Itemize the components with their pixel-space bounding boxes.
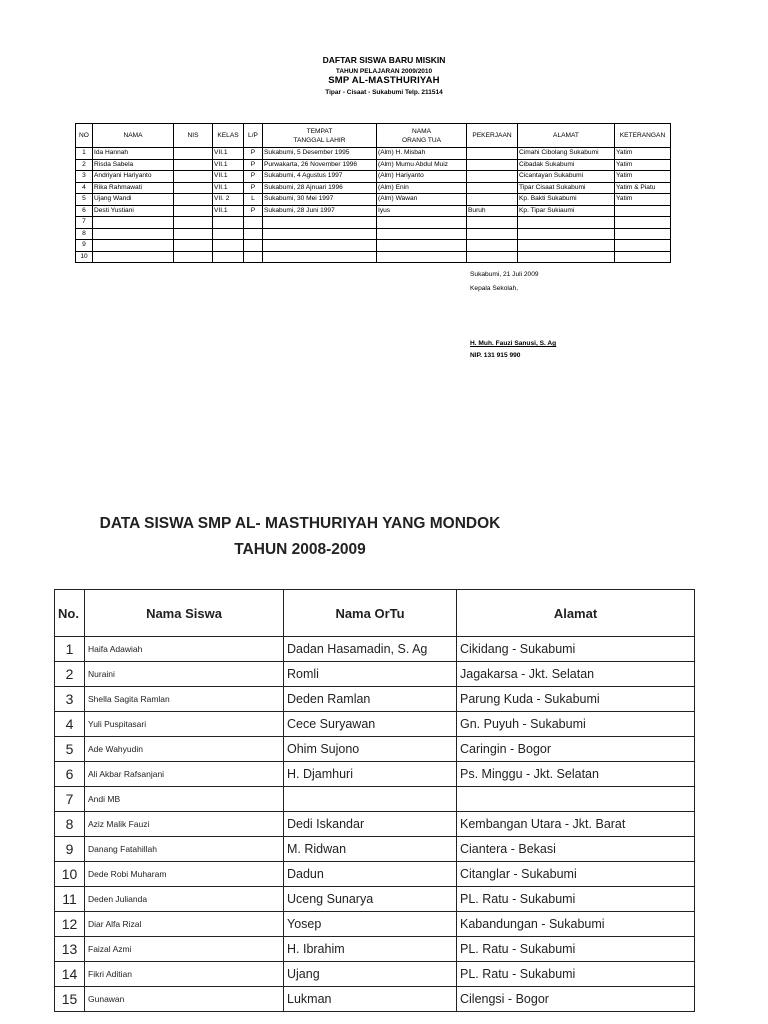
table-row — [55, 687, 695, 712]
cell-ortu: H. Ibrahim — [284, 937, 457, 962]
cell-nis — [174, 205, 213, 217]
cell-alamat: Cikidang - Sukabumi — [457, 637, 695, 662]
cell-no: 5 — [76, 194, 93, 206]
cell-nama: Gunawan — [85, 987, 284, 1012]
cell-nama: Deden Julianda — [85, 887, 284, 912]
cell-ket: Yatim — [615, 159, 671, 171]
cell-no: 14 — [55, 962, 85, 987]
cell-alamat — [518, 217, 615, 229]
cell-kelas — [213, 228, 244, 240]
cell-kelas: VII.1 — [213, 182, 244, 194]
cell-ttl — [263, 217, 377, 229]
cell-alamat: PL. Ratu - Sukabumi — [457, 937, 695, 962]
cell-pekerjaan: Buruh — [467, 205, 518, 217]
cell-nama: Ida Hannah — [93, 148, 174, 160]
table-row — [76, 240, 671, 252]
cell-nama: Dede Robi Muharam — [85, 862, 284, 887]
cell-nama: Ali Akbar Rafsanjani — [85, 762, 284, 787]
table-row — [55, 712, 695, 737]
cell-ttl: Sukabumi, 5 Desember 1995 — [263, 148, 377, 160]
cell-pekerjaan — [467, 182, 518, 194]
table-row — [55, 937, 695, 962]
school-address: Tipar - Cisaat - Sukabumi Telp. 211514 — [325, 89, 443, 96]
table-row — [55, 987, 695, 1012]
cell-nama: Yuli Puspitasari — [85, 712, 284, 737]
cell-ttl — [263, 251, 377, 263]
cell-alamat: Cicantayan Sukabumi — [518, 171, 615, 183]
cell-no: 1 — [76, 148, 93, 160]
cell-kelas: VII.1 — [213, 159, 244, 171]
header-no: NO — [76, 124, 93, 148]
cell-ortu: Yosep — [284, 912, 457, 937]
cell-kelas: VII.1 — [213, 205, 244, 217]
cell-alamat — [518, 251, 615, 263]
cell-alamat: PL. Ratu - Sukabumi — [457, 962, 695, 987]
cell-no: 8 — [55, 812, 85, 837]
cell-lp — [244, 240, 263, 252]
cell-lp: L — [244, 194, 263, 206]
header-alamat: Alamat — [457, 590, 695, 637]
cell-ket — [615, 228, 671, 240]
cell-nama: Andi MB — [85, 787, 284, 812]
cell-ttl: Sukabumi, 28 Juni 1997 — [263, 205, 377, 217]
cell-kelas: VII. 2 — [213, 194, 244, 206]
table-row — [76, 171, 671, 183]
cell-ket — [615, 205, 671, 217]
cell-nama — [93, 251, 174, 263]
cell-ortu: Romli — [284, 662, 457, 687]
cell-nama: Ade Wahyudin — [85, 737, 284, 762]
cell-pekerjaan — [467, 159, 518, 171]
table-row — [76, 217, 671, 229]
cell-no: 10 — [55, 862, 85, 887]
cell-alamat: Kembangan Utara - Jkt. Barat — [457, 812, 695, 837]
cell-kelas: VII.1 — [213, 148, 244, 160]
cell-alamat: Tipar Cisaat Sukabumi — [518, 182, 615, 194]
cell-alamat: Jagakarsa - Jkt. Selatan — [457, 662, 695, 687]
cell-alamat: Gn. Puyuh - Sukabumi — [457, 712, 695, 737]
cell-ortu: (Alm) Enin — [377, 182, 467, 194]
cell-ortu: Dadun — [284, 862, 457, 887]
cell-no: 3 — [76, 171, 93, 183]
cell-no: 6 — [55, 762, 85, 787]
header-pekerjaan: PEKERJAAN — [467, 124, 518, 148]
cell-nis — [174, 228, 213, 240]
boarding-students-table — [54, 589, 695, 1012]
cell-nis — [174, 148, 213, 160]
cell-alamat: Kp. Bakti Sukabumi — [518, 194, 615, 206]
cell-nama: Shella Sagita Ramlan — [85, 687, 284, 712]
cell-kelas — [213, 217, 244, 229]
document-title: DAFTAR SISWA BARU MISKIN — [322, 55, 446, 65]
cell-nama: Aziz Malik Fauzi — [85, 812, 284, 837]
table-header-row — [76, 124, 671, 148]
cell-no: 11 — [55, 887, 85, 912]
table-row — [55, 662, 695, 687]
table-row — [76, 251, 671, 263]
table-row — [76, 159, 671, 171]
header-kelas: KELAS — [213, 124, 244, 148]
cell-lp: P — [244, 148, 263, 160]
cell-nis — [174, 171, 213, 183]
table-row — [55, 812, 695, 837]
cell-alamat: Kp. Tipar Sukiaumi — [518, 205, 615, 217]
cell-alamat: PL. Ratu - Sukabumi — [457, 887, 695, 912]
cell-no: 13 — [55, 937, 85, 962]
cell-nama: Faizal Azmi — [85, 937, 284, 962]
table-row — [55, 637, 695, 662]
cell-ortu: Iyus — [377, 205, 467, 217]
table-row — [55, 837, 695, 862]
table-row — [55, 737, 695, 762]
cell-ortu: Ohim Sujono — [284, 737, 457, 762]
academic-year: TAHUN PELAJARAN 2009/2010 — [335, 68, 433, 75]
cell-lp: P — [244, 159, 263, 171]
cell-nis — [174, 251, 213, 263]
cell-pekerjaan — [467, 217, 518, 229]
signature-name: H. Muh. Fauzi Sanusi, S. Ag — [470, 340, 557, 347]
table-row — [76, 205, 671, 217]
table-row — [76, 148, 671, 160]
cell-no: 2 — [76, 159, 93, 171]
cell-nama: Rika Rahmawati — [93, 182, 174, 194]
cell-no: 15 — [55, 987, 85, 1012]
header-nama-ortu: Nama OrTu — [284, 590, 457, 637]
cell-alamat: Caringin - Bogor — [457, 737, 695, 762]
cell-nama — [93, 217, 174, 229]
cell-alamat: Ciantera - Bekasi — [457, 837, 695, 862]
cell-ortu: Lukman — [284, 987, 457, 1012]
header-ortu-line1: NAMA — [411, 127, 432, 135]
signature-place-date: Sukabumi, 21 Juli 2009 — [470, 271, 539, 278]
header-ortu-line2: ORANG TUA — [401, 136, 442, 144]
cell-ortu: (Alm) H. Misbah — [377, 148, 467, 160]
table-row — [76, 182, 671, 194]
cell-nis — [174, 182, 213, 194]
cell-pekerjaan — [467, 194, 518, 206]
header-keterangan: KETERANGAN — [615, 124, 671, 148]
cell-nama — [93, 240, 174, 252]
cell-ortu — [377, 228, 467, 240]
header-ttl-line1: TEMPAT — [306, 127, 333, 135]
cell-nis — [174, 217, 213, 229]
cell-ortu: M. Ridwan — [284, 837, 457, 862]
table-row — [55, 787, 695, 812]
cell-no: 5 — [55, 737, 85, 762]
signature-position: Kepala Sekolah, — [470, 285, 519, 292]
cell-ortu: (Alm) Mumu Abdul Muiz — [377, 159, 467, 171]
cell-no: 4 — [76, 182, 93, 194]
cell-ttl: Purwakarta, 26 November 1996 — [263, 159, 377, 171]
cell-pekerjaan — [467, 148, 518, 160]
cell-alamat: Kabandungan - Sukabumi — [457, 912, 695, 937]
cell-ket — [615, 217, 671, 229]
cell-ttl: Sukabumi, 30 Mei 1997 — [263, 194, 377, 206]
header-nama-siswa: Nama Siswa — [85, 590, 284, 637]
cell-nis — [174, 240, 213, 252]
cell-ortu: Dedi Iskandar — [284, 812, 457, 837]
cell-pekerjaan — [467, 228, 518, 240]
table-row — [76, 194, 671, 206]
cell-no: 8 — [76, 228, 93, 240]
cell-no: 12 — [55, 912, 85, 937]
table-row — [55, 912, 695, 937]
cell-nis — [174, 194, 213, 206]
cell-kelas — [213, 251, 244, 263]
cell-pekerjaan — [467, 240, 518, 252]
cell-lp: P — [244, 182, 263, 194]
cell-alamat — [518, 228, 615, 240]
cell-nama: Diar Alfa Rizal — [85, 912, 284, 937]
cell-no: 7 — [55, 787, 85, 812]
cell-lp — [244, 251, 263, 263]
cell-no: 2 — [55, 662, 85, 687]
header-ttl — [263, 124, 377, 148]
cell-ket: Yatim — [615, 171, 671, 183]
cell-alamat: Ps. Minggu - Jkt. Selatan — [457, 762, 695, 787]
cell-ortu: H. Djamhuri — [284, 762, 457, 787]
table-row — [55, 887, 695, 912]
cell-no: 10 — [76, 251, 93, 263]
cell-alamat — [518, 240, 615, 252]
cell-nama: Nuraini — [85, 662, 284, 687]
cell-pekerjaan — [467, 171, 518, 183]
cell-ortu: Dadan Hasamadin, S. Ag — [284, 637, 457, 662]
header-ttl-line2: TANGGAL LAHIR — [293, 136, 346, 144]
cell-ket: Yatim — [615, 148, 671, 160]
cell-nama: Risda Sabela — [93, 159, 174, 171]
cell-alamat: Citanglar - Sukabumi — [457, 862, 695, 887]
cell-ttl: Sukabumi, 4 Agustus 1997 — [263, 171, 377, 183]
cell-ket — [615, 240, 671, 252]
cell-no: 7 — [76, 217, 93, 229]
cell-ortu: Uceng Sunarya — [284, 887, 457, 912]
school-name: SMP AL-MASTHURIYAH — [328, 75, 440, 86]
cell-alamat: Cibadak Sukabumi — [518, 159, 615, 171]
cell-nama: Danang Fatahillah — [85, 837, 284, 862]
cell-ortu: Ujang — [284, 962, 457, 987]
boarding-students-title: DATA SISWA SMP AL- MASTHURIYAH YANG MONDOK — [99, 515, 501, 532]
boarding-students-year: TAHUN 2008-2009 — [234, 541, 366, 558]
cell-ortu: Cece Suryawan — [284, 712, 457, 737]
table-row — [76, 228, 671, 240]
cell-alamat: Parung Kuda - Sukabumi — [457, 687, 695, 712]
cell-lp: P — [244, 171, 263, 183]
cell-ttl — [263, 240, 377, 252]
table-row — [55, 862, 695, 887]
cell-ortu: Deden Ramlan — [284, 687, 457, 712]
cell-no: 1 — [55, 637, 85, 662]
poor-students-table — [75, 123, 671, 263]
cell-no: 4 — [55, 712, 85, 737]
cell-nama: Haifa Adawiah — [85, 637, 284, 662]
cell-nama: Desti Yustiani — [93, 205, 174, 217]
cell-nama: Ujang Wandi — [93, 194, 174, 206]
cell-ortu — [284, 787, 457, 812]
cell-alamat — [457, 787, 695, 812]
cell-lp — [244, 228, 263, 240]
cell-no: 6 — [76, 205, 93, 217]
cell-ket: Yatim — [615, 194, 671, 206]
cell-ortu: (Alm) Wawan — [377, 194, 467, 206]
cell-lp: P — [244, 205, 263, 217]
cell-ortu — [377, 217, 467, 229]
cell-nama: Andriyani Hariyanto — [93, 171, 174, 183]
cell-ortu: (Alm) Hariyanto — [377, 171, 467, 183]
cell-alamat: Cilengsi - Bogor — [457, 987, 695, 1012]
cell-alamat: Cimahi Cibolang Sukabumi — [518, 148, 615, 160]
cell-ket: Yatim & Piatu — [615, 182, 671, 194]
cell-nis — [174, 159, 213, 171]
cell-nama — [93, 228, 174, 240]
cell-kelas — [213, 240, 244, 252]
cell-no: 9 — [76, 240, 93, 252]
cell-ortu — [377, 251, 467, 263]
header-nis: NIS — [174, 124, 213, 148]
cell-no: 9 — [55, 837, 85, 862]
cell-kelas: VII.1 — [213, 171, 244, 183]
table-row — [55, 762, 695, 787]
cell-ket — [615, 251, 671, 263]
cell-ttl: Sukabumi, 28 Ajnuari 1996 — [263, 182, 377, 194]
cell-ttl — [263, 228, 377, 240]
header-lp: L/P — [244, 124, 263, 148]
header-no: No. — [55, 590, 85, 637]
cell-ortu — [377, 240, 467, 252]
cell-no: 3 — [55, 687, 85, 712]
signature-nip: NIP. 131 915 990 — [470, 352, 521, 359]
cell-nama: Fikri Aditian — [85, 962, 284, 987]
header-alamat: ALAMAT — [518, 124, 615, 148]
header-nama: NAMA — [93, 124, 174, 148]
table-row — [55, 962, 695, 987]
cell-lp — [244, 217, 263, 229]
cell-pekerjaan — [467, 251, 518, 263]
table-header-row — [55, 590, 695, 637]
header-ortu — [377, 124, 467, 148]
